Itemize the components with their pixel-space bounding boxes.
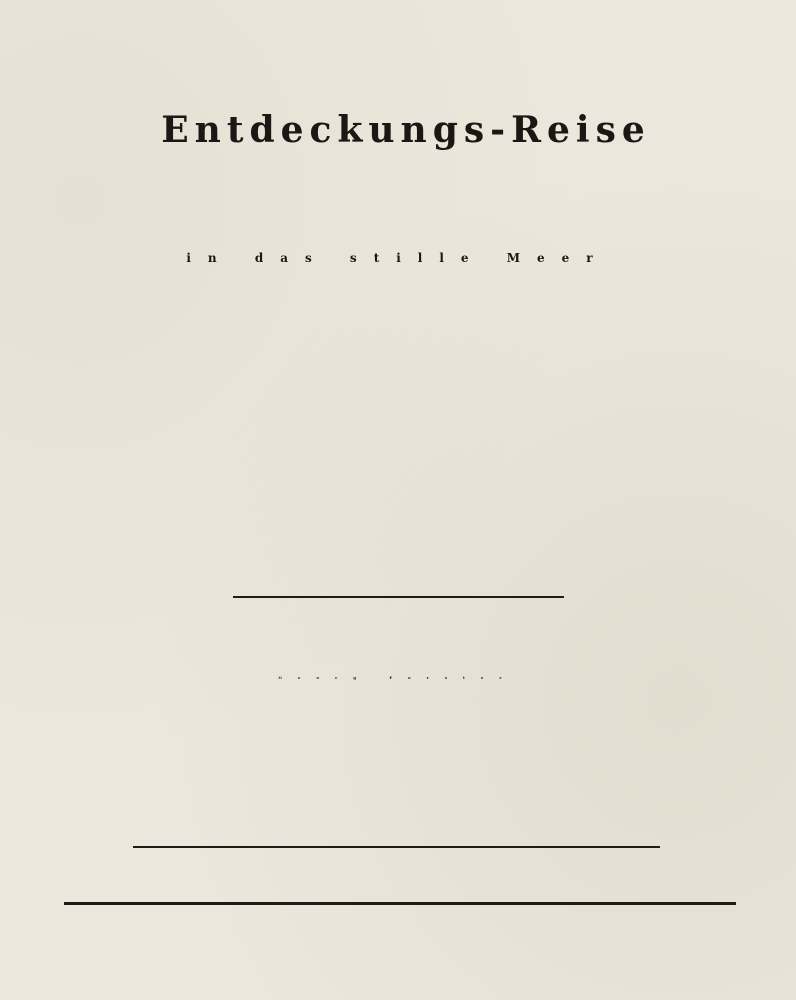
main-title: Entdeckungs-Reise (161, 109, 651, 151)
divider-rule-volume-top (133, 846, 660, 848)
destination-title: in das stille Meer (186, 251, 610, 265)
translator-name: Georg Forster (278, 675, 518, 680)
divider-rule-volume-bottom (64, 902, 736, 905)
divider-rule-upper (233, 596, 564, 598)
